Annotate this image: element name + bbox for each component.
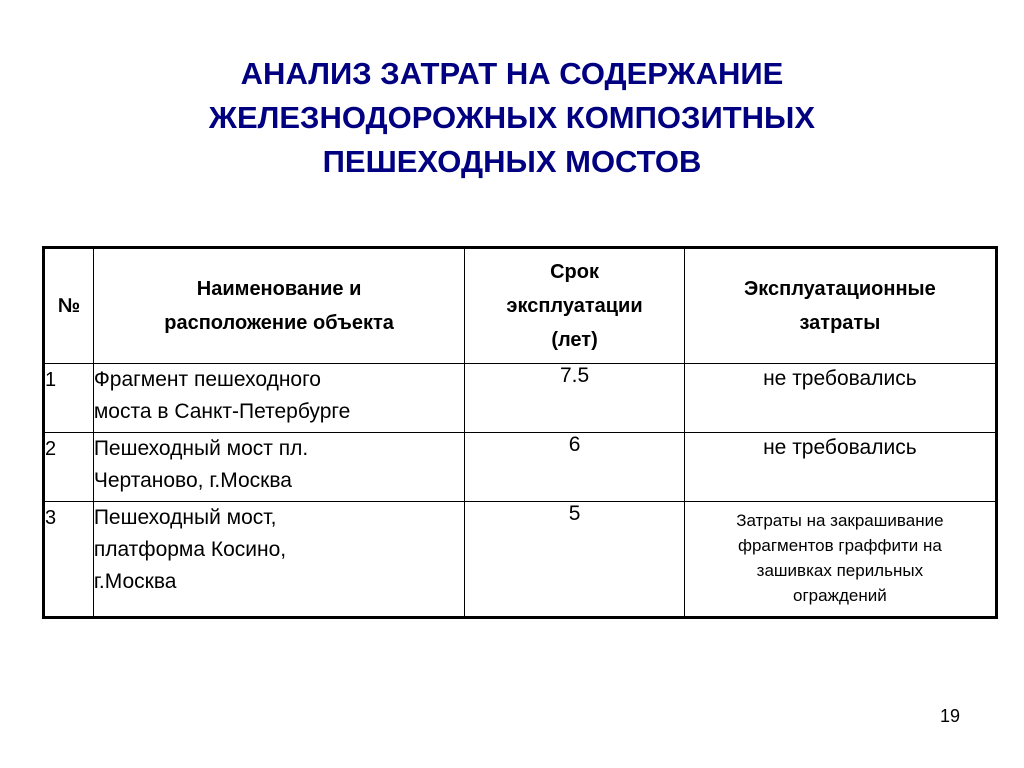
header-term-line: (лет) xyxy=(551,329,598,351)
header-cost xyxy=(684,248,996,364)
header-term-line: Срок xyxy=(550,261,599,283)
header-term xyxy=(465,248,684,364)
row-operating-costs-line: зашивках перильных xyxy=(756,561,924,580)
row-service-term: 6 xyxy=(465,433,684,502)
row-operating-costs-line: фрагментов граффити на xyxy=(737,536,942,555)
row-operating-costs-line: не требовались xyxy=(763,436,917,459)
row-object-name xyxy=(93,364,465,433)
row-operating-costs-line: не требовались xyxy=(763,367,917,390)
row-number: 3 xyxy=(44,502,94,618)
header-cost-line: затраты xyxy=(799,312,881,334)
table-row xyxy=(44,433,997,502)
header-number: № xyxy=(44,248,94,364)
row-object-name-line: Фрагмент пешеходного xyxy=(93,368,321,391)
row-operating-costs-line: Затраты на закрашивание xyxy=(736,511,944,530)
title-line-1: АНАЛИЗ ЗАТРАТ НА СОДЕРЖАНИЕ xyxy=(240,56,784,91)
row-operating-costs xyxy=(684,364,996,433)
row-service-term: 7.5 xyxy=(465,364,684,433)
table-row xyxy=(44,364,997,433)
row-object-name-line: Чертаново, г.Москва xyxy=(93,469,292,492)
row-object-name-line: моста в Санкт-Петербурге xyxy=(93,400,351,423)
row-object-name-line: Пешеходный мост, xyxy=(93,506,277,529)
row-number: 2 xyxy=(44,433,94,502)
table-row xyxy=(44,502,997,618)
page-number: 19 xyxy=(940,706,961,726)
header-name xyxy=(93,248,465,364)
row-object-name xyxy=(93,502,465,618)
header-term-line: эксплуатации xyxy=(506,295,643,317)
row-operating-costs xyxy=(684,433,996,502)
row-operating-costs-line: ограждений xyxy=(793,586,887,605)
row-object-name-line: г.Москва xyxy=(93,570,177,593)
row-object-name xyxy=(93,433,465,502)
header-name-line: расположение объекта xyxy=(164,312,394,334)
row-object-name-line: платформа Косино, xyxy=(93,538,287,561)
title-line-2: ЖЕЛЕЗНОДОРОЖНЫХ КОМПОЗИТНЫХ xyxy=(208,100,816,135)
header-cost-line: Эксплуатационные xyxy=(744,278,936,300)
cost-analysis-table xyxy=(42,246,998,619)
row-object-name-line: Пешеходный мост пл. xyxy=(93,437,309,460)
row-service-term: 5 xyxy=(465,502,684,618)
table-header-row xyxy=(44,248,997,364)
slide-title xyxy=(0,52,1024,184)
row-operating-costs xyxy=(684,502,996,618)
title-line-3: ПЕШЕХОДНЫХ МОСТОВ xyxy=(322,144,702,179)
header-name-line: Наименование и xyxy=(196,278,362,300)
row-number: 1 xyxy=(44,364,94,433)
